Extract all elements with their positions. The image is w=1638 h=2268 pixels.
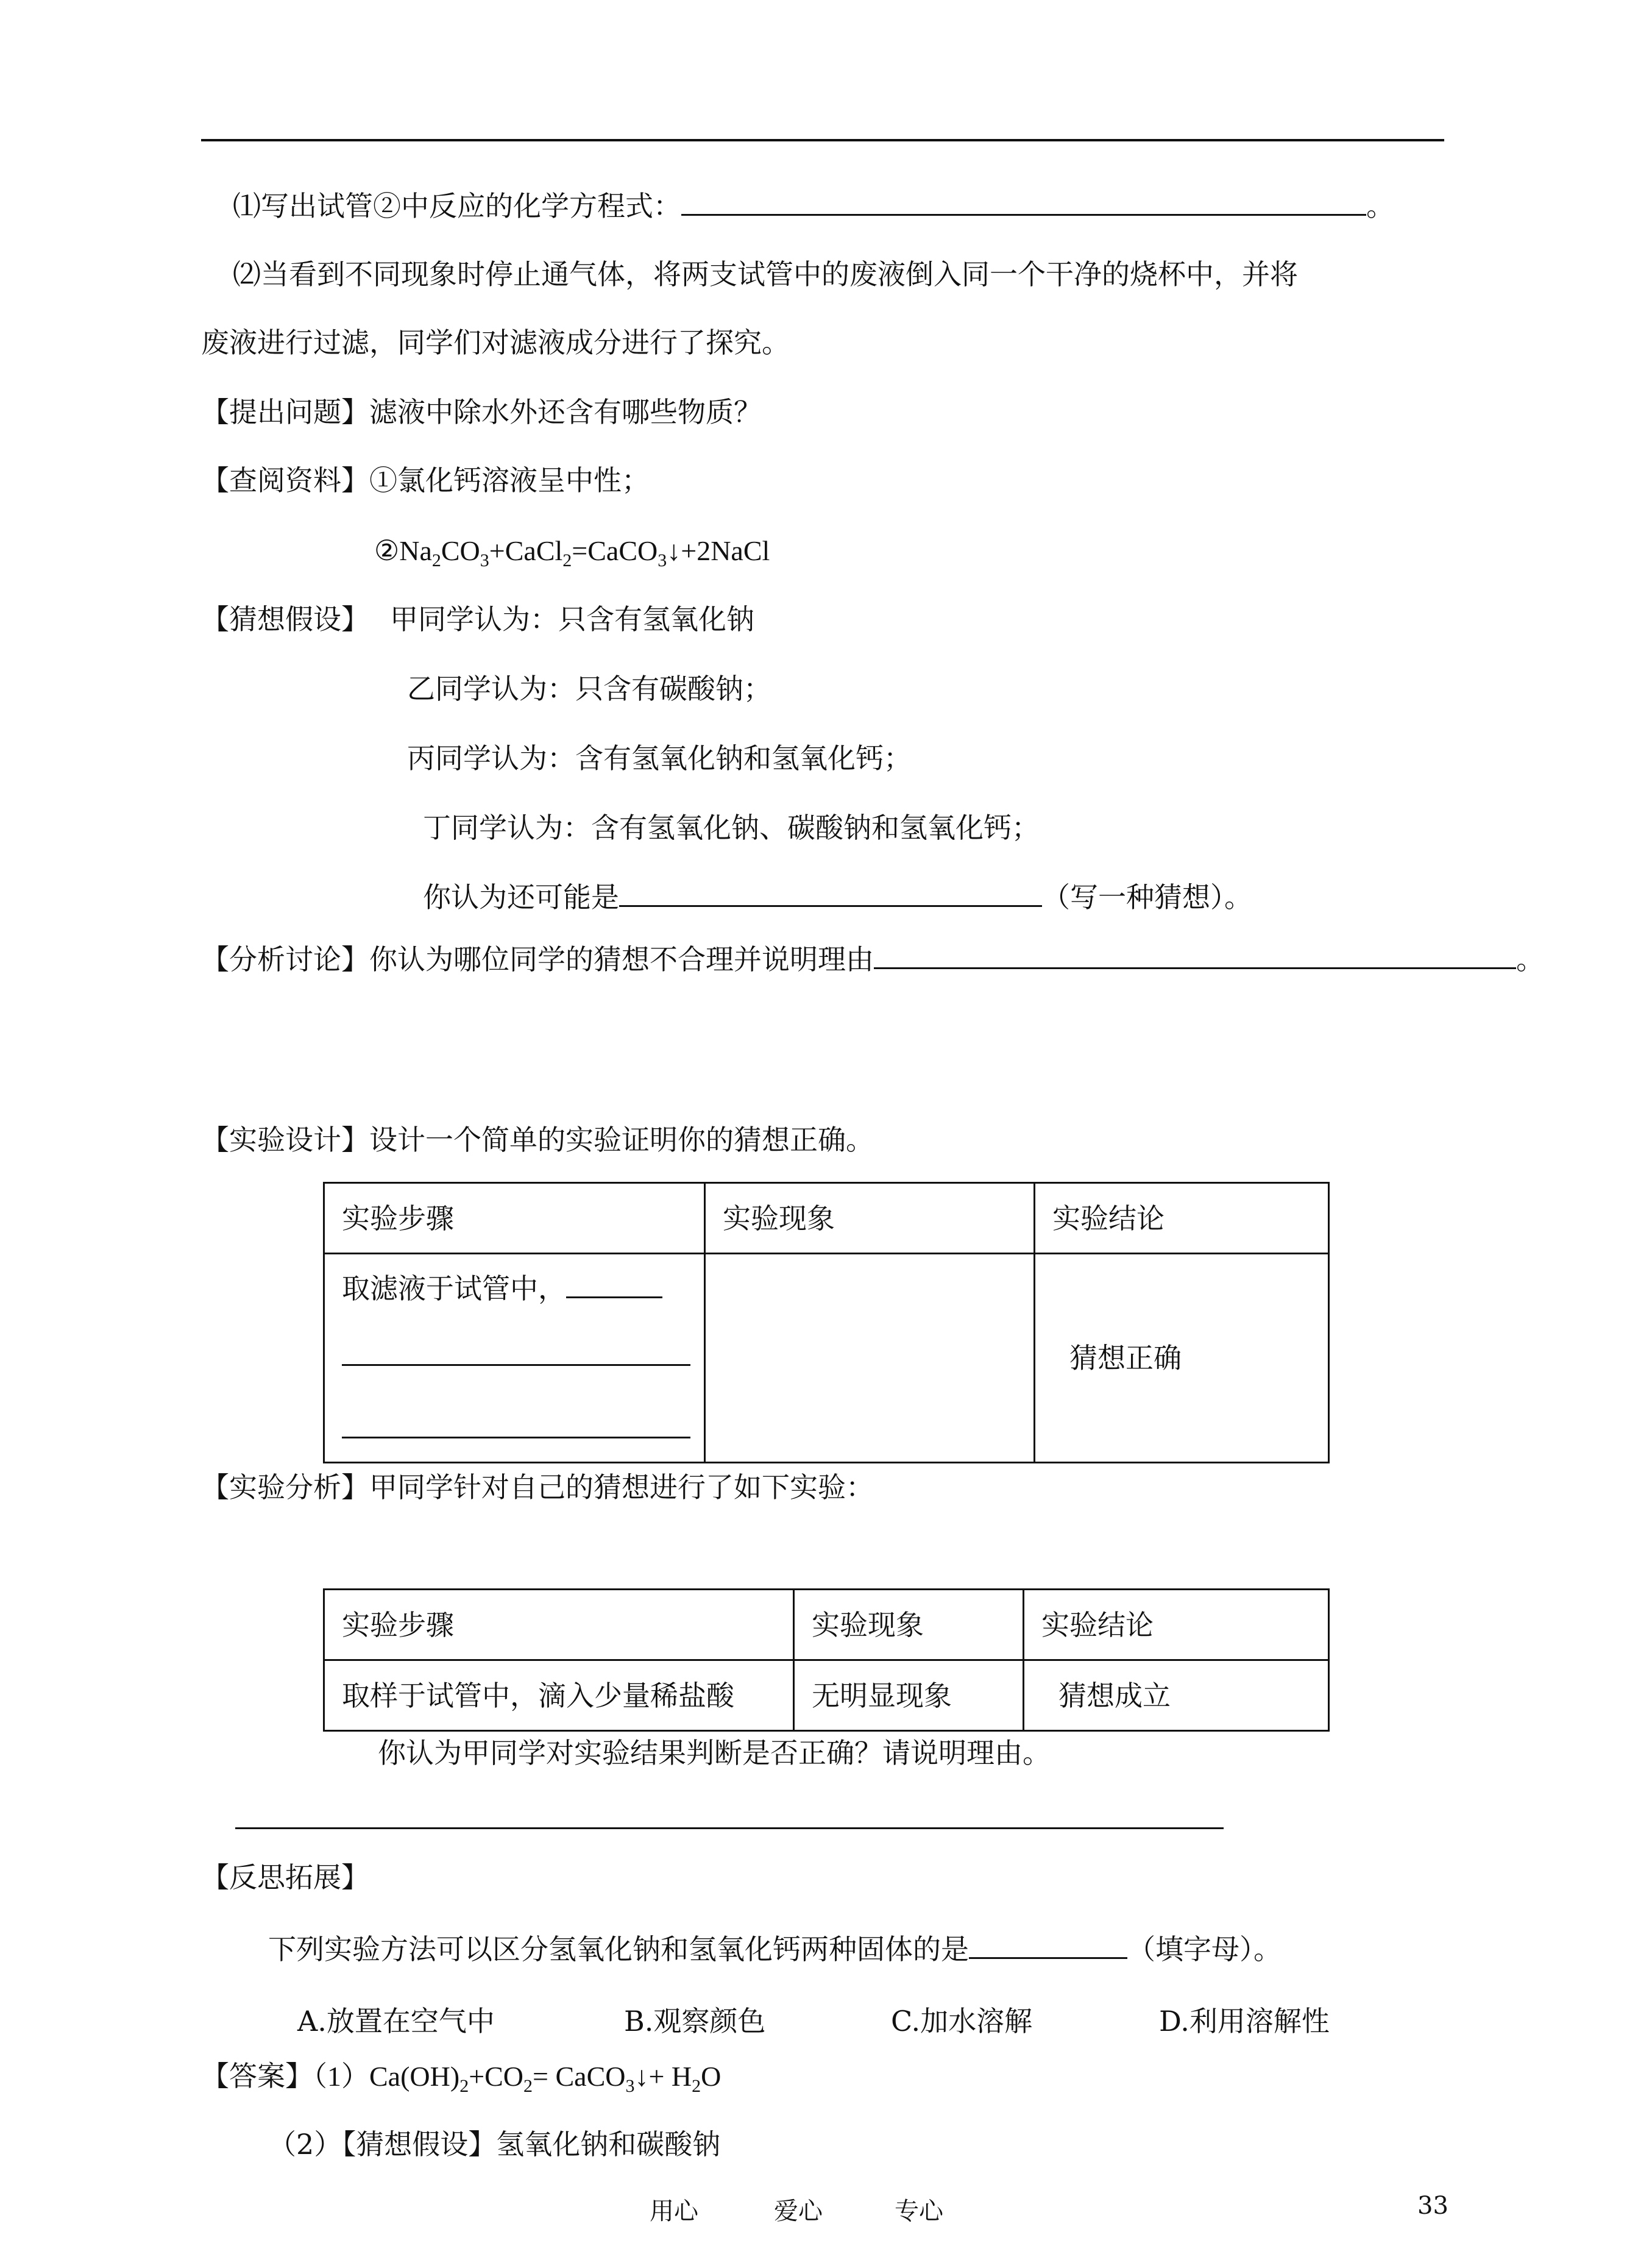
refs-item-1: ①氯化钙溶液呈中性；: [369, 464, 650, 497]
analysis-header-step: 实验步骤: [324, 1590, 794, 1660]
answer-tag: 【答案】: [201, 2060, 313, 2092]
answer-line-2: （2）【猜想假设】氢氧化钠和碳酸钠: [268, 2128, 721, 2161]
design-header-step: 实验步骤: [324, 1183, 705, 1254]
question-2-line2: 废液进行过滤，同学们对滤液成分进行了探究。: [201, 326, 790, 359]
refs-equation: $②Na_2CO_3+CaCl_2=CaCO_3↓+2NaCl$: [374, 535, 770, 571]
analysis-tag: 【实验分析】: [201, 1471, 369, 1504]
question-text: 滤液中除水外还含有哪些物质？: [369, 396, 762, 428]
analysis-row-phenomenon: 无明显现象: [794, 1660, 1024, 1731]
reflect-option-a: A.放置在空气中: [297, 2005, 495, 2038]
hypothesis-jia: 【猜想假设】 甲同学认为：只含有氢氧化钠: [201, 603, 754, 636]
reflect-option-c: C.加水溶解: [891, 2005, 1033, 2038]
design-line: 【实验设计】设计一个简单的实验证明你的猜想正确。: [201, 1123, 874, 1156]
reflect-option-d: D.利用溶解性: [1159, 2005, 1330, 2038]
page-number: 33: [1417, 2192, 1448, 2220]
design-step-blank-2[interactable]: [342, 1340, 690, 1366]
refs-line1: [201, 462, 650, 499]
reflect-question: 下列实验方法可以区分氢氧化钠和氢氧化钙两种固体的是 （填字母）。: [268, 1933, 1282, 1966]
footer-item-2: 爱心: [774, 2197, 823, 2225]
question-2-line1: ⑵当看到不同现象时停止通气体，将两支试管中的废液倒入同一个干净的烧杯中，并将: [233, 258, 1298, 291]
question-tag: 【提出问题】: [201, 396, 369, 428]
reflect-option-b: B.观察颜色: [624, 2005, 766, 2038]
design-header-phenomenon: 实验现象: [705, 1183, 1035, 1254]
design-step-blank-3[interactable]: [342, 1412, 690, 1438]
hypothesis-bing: 丙同学认为：含有氢氧化钠和氢氧化钙；: [407, 742, 912, 775]
design-step-blank-1[interactable]: [566, 1272, 662, 1298]
answer-equation: $(1)Ca(OH)_2+CO_2=$ CaCO$_3$↓+ $H_2O$: [313, 2061, 722, 2096]
hypothesis-you: 你认为还可能是 （写一种猜想）。: [423, 881, 1252, 914]
hypothesis-ding: 丁同学认为：含有氢氧化钠、碳酸钠和氢氧化钙；: [423, 811, 1040, 844]
answer-line-1: [201, 2058, 721, 2095]
discussion-blank[interactable]: [874, 943, 1516, 969]
footer-item-3: 专心: [895, 2197, 943, 2225]
reflect-tag: 【反思拓展】: [201, 1861, 369, 1894]
header-rule: [201, 139, 1444, 141]
design-table: [323, 1182, 1330, 1463]
refs-tag: 【查阅资料】: [201, 464, 369, 497]
answer-hypothesis-tag: 【猜想假设】: [342, 2128, 497, 2161]
analysis-header-phenomenon: 实验现象: [794, 1590, 1024, 1660]
design-header-conclusion: 实验结论: [1035, 1183, 1329, 1254]
question-1-text: ⑴写出试管②中反应的化学方程式：: [233, 190, 681, 222]
question-section: [201, 394, 762, 430]
analysis-table: [323, 1588, 1330, 1732]
design-conclusion-cell: 猜想正确: [1035, 1254, 1329, 1463]
design-step-cell: 取滤液于试管中，: [324, 1254, 705, 1463]
footer-item-1: 用心: [650, 2197, 698, 2225]
reflect-blank[interactable]: [969, 1933, 1127, 1959]
answer-blank-1[interactable]: [681, 190, 1366, 216]
discussion: 【分析讨论】你认为哪位同学的猜想不合理并说明理由 。: [201, 943, 1544, 976]
design-tag: 【实验设计】: [201, 1123, 369, 1156]
design-phenomenon-cell[interactable]: [705, 1254, 1035, 1463]
analysis-row-step: 取样于试管中，滴入少量稀盐酸: [324, 1660, 794, 1731]
analysis-answer-line[interactable]: [235, 1827, 1224, 1829]
hypothesis-yi: 乙同学认为：只含有碳酸钠；: [407, 672, 771, 705]
analysis-question: 你认为甲同学对实验结果判断是否正确？请说明理由。: [378, 1737, 1051, 1769]
hypothesis-blank[interactable]: [619, 881, 1042, 907]
question-1: ⑴写出试管②中反应的化学方程式： 。: [233, 190, 1394, 222]
analysis-header-conclusion: 实验结论: [1024, 1590, 1329, 1660]
discussion-tag: 【分析讨论】: [201, 943, 369, 976]
hypothesis-tag: 【猜想假设】: [201, 603, 369, 636]
analysis-line: 【实验分析】甲同学针对自己的猜想进行了如下实验：: [201, 1471, 874, 1504]
analysis-row-conclusion: 猜想成立: [1024, 1660, 1329, 1731]
